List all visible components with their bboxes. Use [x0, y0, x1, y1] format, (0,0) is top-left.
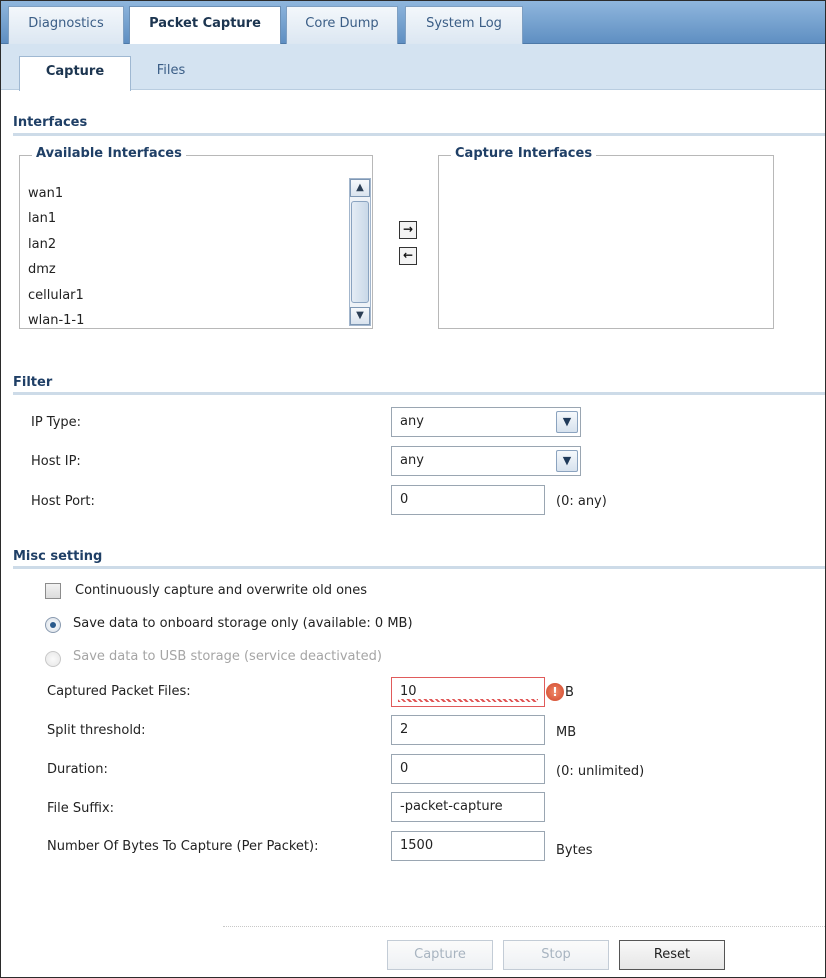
misc-section-title: Misc setting	[13, 549, 103, 564]
scroll-up-icon[interactable]: ▲	[350, 179, 370, 197]
ip-type-label: IP Type:	[31, 415, 82, 430]
host-ip-value: any	[400, 453, 424, 468]
tab-system-log[interactable]: System Log	[405, 6, 523, 44]
capture-interfaces-group[interactable]	[438, 146, 774, 329]
subtab-capture[interactable]: Capture	[19, 56, 131, 91]
duration-label: Duration:	[47, 762, 108, 777]
misc-divider	[13, 566, 825, 569]
interfaces-divider	[13, 133, 825, 136]
bytes-per-packet-unit: Bytes	[556, 843, 593, 858]
list-item[interactable]: lan1	[28, 211, 57, 226]
sub-tab-bar	[1, 44, 825, 90]
onboard-storage-radio[interactable]	[45, 617, 61, 633]
split-threshold-input[interactable]: 2	[391, 715, 545, 745]
host-ip-select[interactable]	[391, 446, 581, 476]
footer-divider	[223, 926, 825, 927]
continuous-capture-checkbox[interactable]	[45, 583, 61, 599]
usb-storage-radio[interactable]	[45, 651, 61, 667]
filter-divider	[13, 392, 825, 395]
host-port-label: Host Port:	[31, 494, 95, 509]
add-interface-arrow-icon[interactable]: →	[399, 221, 417, 239]
remove-interface-arrow-icon[interactable]: ←	[399, 247, 417, 265]
captured-files-input[interactable]	[391, 677, 545, 707]
file-suffix-input[interactable]: -packet-capture	[391, 792, 545, 822]
list-item[interactable]: lan2	[28, 237, 57, 252]
bytes-per-packet-input[interactable]: 1500	[391, 831, 545, 861]
split-threshold-label: Split threshold:	[47, 723, 146, 738]
available-interfaces-legend: Available Interfaces	[32, 146, 186, 161]
interfaces-section-title: Interfaces	[13, 115, 88, 130]
list-item[interactable]: wan1	[28, 186, 64, 201]
captured-files-label: Captured Packet Files:	[47, 684, 191, 699]
chevron-down-icon[interactable]: ▼	[556, 411, 578, 433]
host-port-hint: (0: any)	[556, 494, 607, 509]
captured-files-value: 10	[400, 684, 417, 699]
ip-type-select[interactable]	[391, 407, 581, 437]
continuous-capture-label: Continuously capture and overwrite old ones	[75, 583, 368, 598]
usb-storage-label: Save data to USB storage (service deactivated)	[73, 649, 382, 664]
duration-hint: (0: unlimited)	[556, 764, 645, 779]
ip-type-value: any	[400, 414, 424, 429]
stop-button[interactable]: Stop	[503, 940, 609, 970]
host-port-input[interactable]: 0	[391, 485, 545, 515]
scroll-down-icon[interactable]: ▼	[350, 307, 370, 325]
onboard-storage-label: Save data to onboard storage only (available: 0 MB)	[73, 616, 413, 631]
reset-button[interactable]: Reset	[619, 940, 725, 970]
capture-interfaces-legend: Capture Interfaces	[451, 146, 596, 161]
file-suffix-label: File Suffix:	[47, 801, 115, 816]
captured-files-unit: B	[565, 685, 574, 700]
subtab-files[interactable]: Files	[156, 63, 186, 78]
capture-button[interactable]: Capture	[387, 940, 493, 970]
tab-diagnostics[interactable]: Diagnostics	[8, 6, 124, 44]
split-threshold-unit: MB	[556, 725, 577, 740]
duration-input[interactable]: 0	[391, 754, 545, 784]
list-item[interactable]: cellular1	[28, 288, 84, 303]
list-item[interactable]: wlan-1-1	[28, 313, 85, 328]
chevron-down-icon[interactable]: ▼	[556, 450, 578, 472]
validation-underline	[398, 699, 538, 702]
available-interfaces-group	[19, 146, 373, 329]
list-item[interactable]: dmz	[28, 262, 56, 277]
tab-packet-capture[interactable]: Packet Capture	[129, 6, 281, 45]
scroll-thumb[interactable]	[351, 201, 369, 303]
host-ip-label: Host IP:	[31, 454, 81, 469]
filter-section-title: Filter	[13, 375, 53, 390]
top-tab-bar	[1, 1, 825, 44]
tab-core-dump[interactable]: Core Dump	[286, 6, 398, 44]
error-icon[interactable]: !	[546, 683, 564, 701]
bytes-per-packet-label: Number Of Bytes To Capture (Per Packet):	[47, 839, 319, 854]
available-interfaces-scrollbar[interactable]	[349, 178, 371, 326]
